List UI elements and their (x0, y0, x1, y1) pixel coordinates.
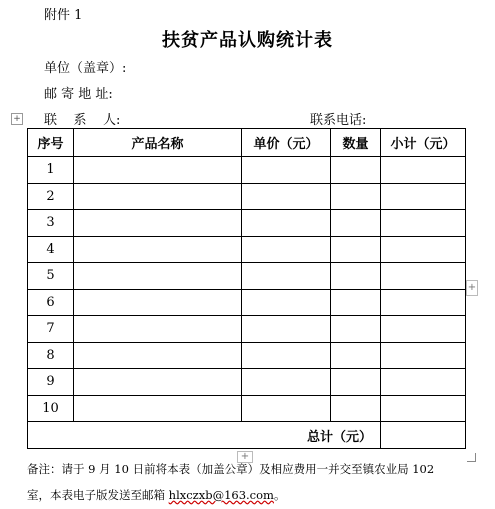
unit-price-cell[interactable] (242, 210, 331, 237)
product-name-cell[interactable] (74, 316, 242, 343)
page-title: 扶贫产品认购统计表 (162, 30, 333, 51)
note-line-2-suffix: 。 (273, 488, 286, 502)
total-value-cell[interactable] (381, 422, 466, 449)
row-index: 6 (28, 289, 74, 316)
subtotal-cell[interactable] (381, 289, 466, 316)
table-row (28, 395, 466, 422)
phone-field-label: 联系电话: (310, 113, 367, 128)
product-name-cell[interactable] (74, 342, 242, 369)
header-subtotal: 小计（元） (381, 129, 466, 157)
unit-price-cell[interactable] (242, 289, 331, 316)
address-field-label: 邮 寄 地 址: (44, 87, 113, 102)
table-row (28, 263, 466, 290)
product-name-cell[interactable] (74, 157, 242, 184)
subtotal-cell[interactable] (381, 342, 466, 369)
header-index: 序号 (28, 129, 74, 157)
unit-price-cell[interactable] (242, 342, 331, 369)
email-address: hlxczxb@163.com (168, 488, 274, 502)
subtotal-cell[interactable] (381, 183, 466, 210)
quantity-cell[interactable] (331, 183, 381, 210)
row-index: 10 (28, 395, 74, 422)
table-row (28, 369, 466, 396)
total-label: 总计（元） (28, 422, 381, 449)
product-name-cell[interactable] (74, 395, 242, 422)
total-row (28, 422, 466, 449)
product-name-cell[interactable] (74, 236, 242, 263)
unit-price-cell[interactable] (242, 157, 331, 184)
subtotal-cell[interactable] (381, 369, 466, 396)
quantity-cell[interactable] (331, 263, 381, 290)
row-index: 1 (28, 157, 74, 184)
row-index: 4 (28, 236, 74, 263)
unit-price-cell[interactable] (242, 395, 331, 422)
attachment-label: 附件 1 (44, 8, 83, 23)
subtotal-cell[interactable] (381, 236, 466, 263)
table-row (28, 236, 466, 263)
header-product-name: 产品名称 (74, 129, 242, 157)
header-unit-price: 单价（元） (242, 129, 331, 157)
subtotal-cell[interactable] (381, 157, 466, 184)
quantity-cell[interactable] (331, 236, 381, 263)
quantity-cell[interactable] (331, 210, 381, 237)
purchase-table (27, 128, 466, 449)
table-row (28, 289, 466, 316)
table-row (28, 342, 466, 369)
subtotal-cell[interactable] (381, 210, 466, 237)
row-index: 8 (28, 342, 74, 369)
product-name-cell[interactable] (74, 263, 242, 290)
product-name-cell[interactable] (74, 369, 242, 396)
subtotal-cell[interactable] (381, 263, 466, 290)
row-index: 2 (28, 183, 74, 210)
subtotal-cell[interactable] (381, 316, 466, 343)
product-name-cell[interactable] (74, 289, 242, 316)
quantity-cell[interactable] (331, 342, 381, 369)
quantity-cell[interactable] (331, 316, 381, 343)
quantity-cell[interactable] (331, 369, 381, 396)
table-move-handle-icon[interactable]: + (11, 113, 23, 125)
row-index: 9 (28, 369, 74, 396)
product-name-cell[interactable] (74, 210, 242, 237)
table-row (28, 157, 466, 184)
table-resize-handle-icon[interactable] (467, 453, 476, 462)
unit-field-label: 单位（盖章）: (44, 61, 127, 76)
product-name-cell[interactable] (74, 183, 242, 210)
table-header-row (28, 129, 466, 157)
unit-price-cell[interactable] (242, 236, 331, 263)
add-column-icon[interactable]: + (466, 280, 478, 296)
table-row (28, 316, 466, 343)
table-row (28, 183, 466, 210)
subtotal-cell[interactable] (381, 395, 466, 422)
table-row (28, 210, 466, 237)
row-index: 5 (28, 263, 74, 290)
unit-price-cell[interactable] (242, 369, 331, 396)
quantity-cell[interactable] (331, 395, 381, 422)
unit-price-cell[interactable] (242, 183, 331, 210)
note-line-1: 备注：请于 9 月 10 日前将本表（加盖公章）及相应费用一并交至镇农业局 102 (27, 462, 435, 476)
note-line-2-prefix: 室，本表电子版发送至邮箱 (27, 488, 169, 502)
quantity-cell[interactable] (331, 157, 381, 184)
row-index: 3 (28, 210, 74, 237)
add-row-icon[interactable]: + (237, 451, 253, 463)
quantity-cell[interactable] (331, 289, 381, 316)
unit-price-cell[interactable] (242, 263, 331, 290)
contact-field-label: 联 系 人: (44, 113, 121, 128)
row-index: 7 (28, 316, 74, 343)
note-line-2 (27, 487, 285, 503)
header-quantity: 数量 (331, 129, 381, 157)
unit-price-cell[interactable] (242, 316, 331, 343)
